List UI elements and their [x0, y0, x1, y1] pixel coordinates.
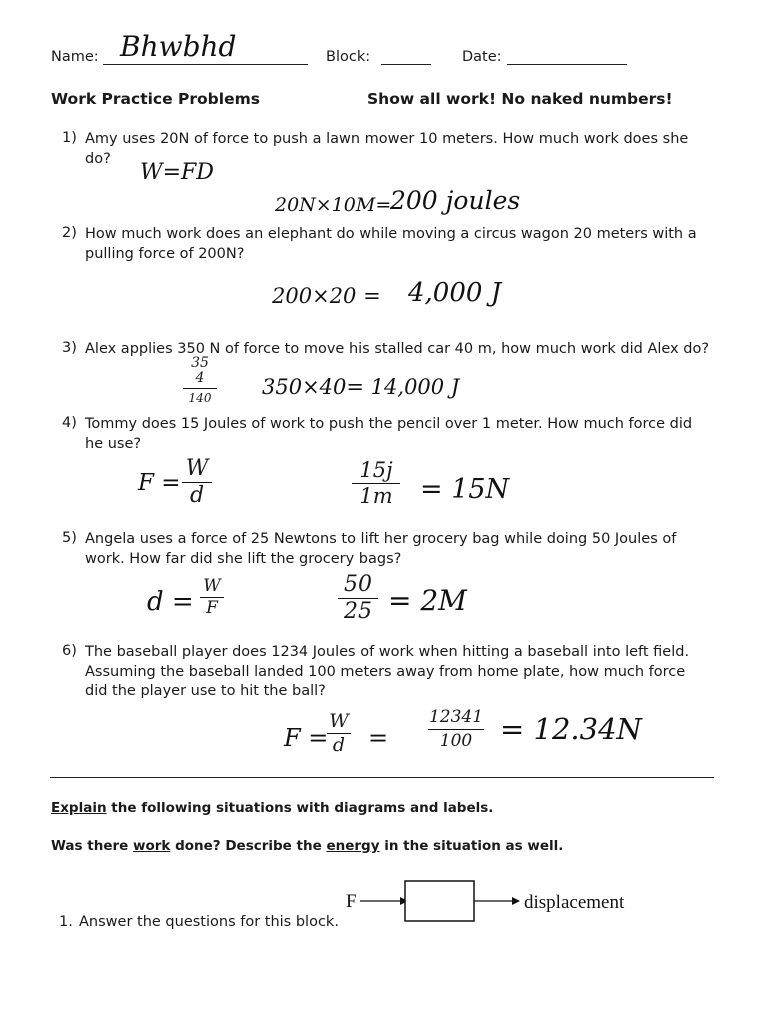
date-label: Date:	[462, 49, 502, 65]
frac-num: 50	[344, 572, 372, 597]
question-line: Alex applies 350 N of force to move his stalled car 40 m, how much work did Alex do?	[85, 341, 710, 357]
work-q-part1: Was there	[51, 838, 133, 854]
work-q-part2: done? Describe the	[170, 838, 327, 854]
question-line: Amy uses 20N of force to push a lawn mower 10 meters. How much work does she	[85, 131, 689, 147]
question-number: 3)	[62, 340, 77, 356]
answer-1-calc: 20N×10M=	[275, 194, 392, 216]
question-3-text	[85, 340, 715, 360]
force-label: F	[346, 891, 357, 912]
frac-num: 12341	[428, 707, 484, 727]
question-line: he use?	[85, 435, 142, 452]
explain-instruction	[51, 800, 493, 816]
date-field-line[interactable]	[507, 64, 627, 65]
answer-1-formula: W=FD	[140, 160, 214, 185]
section-divider	[50, 777, 714, 778]
answer-6-formula-left: F =	[284, 724, 329, 752]
answer-2-result: 4,000 J	[408, 278, 502, 308]
question-4-text	[85, 415, 715, 454]
side-bar	[183, 388, 217, 389]
question-line: do?	[85, 150, 111, 167]
side-bottom: 140	[188, 391, 212, 405]
work-q-part3: in the situation as well.	[379, 838, 564, 854]
item-1-text: Answer the questions for this block.	[79, 914, 339, 930]
frac-bar	[428, 729, 484, 730]
block-label: Block:	[326, 49, 371, 65]
question-line: did the player use to hit the ball?	[85, 683, 326, 699]
energy-word: energy	[326, 838, 380, 854]
frac-den: d	[189, 483, 205, 508]
answer-1-result: 200 joules	[390, 186, 521, 215]
name-label: Name:	[51, 49, 99, 65]
work-word: work	[133, 838, 171, 854]
name-field-line[interactable]	[103, 64, 308, 65]
side-top: 35	[191, 355, 209, 371]
question-number: 6)	[62, 643, 77, 659]
answer-5-formula-frac	[200, 578, 224, 617]
answer-5-formula-left: d =	[147, 587, 194, 617]
item-1-number: 1.	[59, 914, 73, 930]
instruction-title: Show all work! No naked numbers!	[367, 90, 673, 108]
answer-6-calc-frac	[428, 708, 484, 751]
question-5-text	[85, 530, 715, 569]
page-title: Work Practice Problems	[51, 90, 260, 108]
explain-word: Explain	[51, 800, 107, 816]
block-box[interactable]	[405, 881, 474, 921]
force-block-diagram	[340, 876, 650, 926]
answer-4-calc-frac	[352, 460, 400, 507]
displacement-label: displacement	[524, 892, 625, 913]
answer-6-formula-frac	[327, 712, 351, 755]
question-number: 2)	[62, 225, 77, 241]
question-2-text	[85, 225, 715, 264]
frac-num: W	[203, 576, 221, 596]
frac-den: 100	[439, 731, 473, 751]
frac-den: 1m	[359, 484, 393, 508]
question-line: work. How far did she lift the grocery bags?	[85, 550, 402, 567]
explain-rest: the following situations with diagrams and labels.	[106, 800, 494, 816]
question-6-text	[85, 643, 715, 702]
question-line: pulling force of 200N?	[85, 245, 245, 262]
question-line: Angela uses a force of 25 Newtons to lift her grocery bag while doing 50 Joules of	[85, 531, 677, 547]
side-mid: 4	[195, 370, 205, 386]
name-handwritten: Bhwbhd	[120, 30, 237, 63]
block-field-line[interactable]	[381, 64, 431, 65]
answer-5-result: = 2M	[388, 584, 467, 617]
work-question	[51, 838, 563, 854]
answer-6-result: = 12.34N	[500, 712, 642, 746]
answer-5-calc-frac	[338, 574, 378, 623]
question-line: Tommy does 15 Joules of work to push the pencil over 1 meter. How much force did	[85, 416, 693, 432]
frac-den: F	[206, 598, 218, 618]
answer-4-formula-frac	[182, 458, 212, 507]
frac-den: d	[332, 734, 346, 756]
answer-4-result: = 15N	[420, 474, 510, 505]
answer-6-eq: =	[368, 724, 389, 752]
answer-3-calc: 350×40= 14,000 J	[262, 375, 460, 399]
frac-den: 25	[344, 599, 372, 624]
frac-num: W	[329, 710, 349, 732]
answer-2-calc: 200×20 =	[272, 284, 381, 308]
question-number: 5)	[62, 530, 77, 546]
answer-4-formula-left: F =	[138, 470, 181, 496]
frac-num: 15j	[359, 458, 393, 482]
frac-num: W	[185, 456, 209, 481]
displacement-arrow-head	[512, 897, 520, 905]
question-number: 1)	[62, 130, 77, 146]
answer-3-side-work	[183, 356, 217, 406]
question-line: Assuming the baseball landed 100 meters away from home plate, how much force	[85, 663, 686, 680]
question-line: How much work does an elephant do while moving a circus wagon 20 meters with a	[85, 226, 697, 242]
question-line: The baseball player does 1234 Joules of work when hitting a baseball into left field.	[85, 644, 690, 660]
question-number: 4)	[62, 415, 77, 431]
